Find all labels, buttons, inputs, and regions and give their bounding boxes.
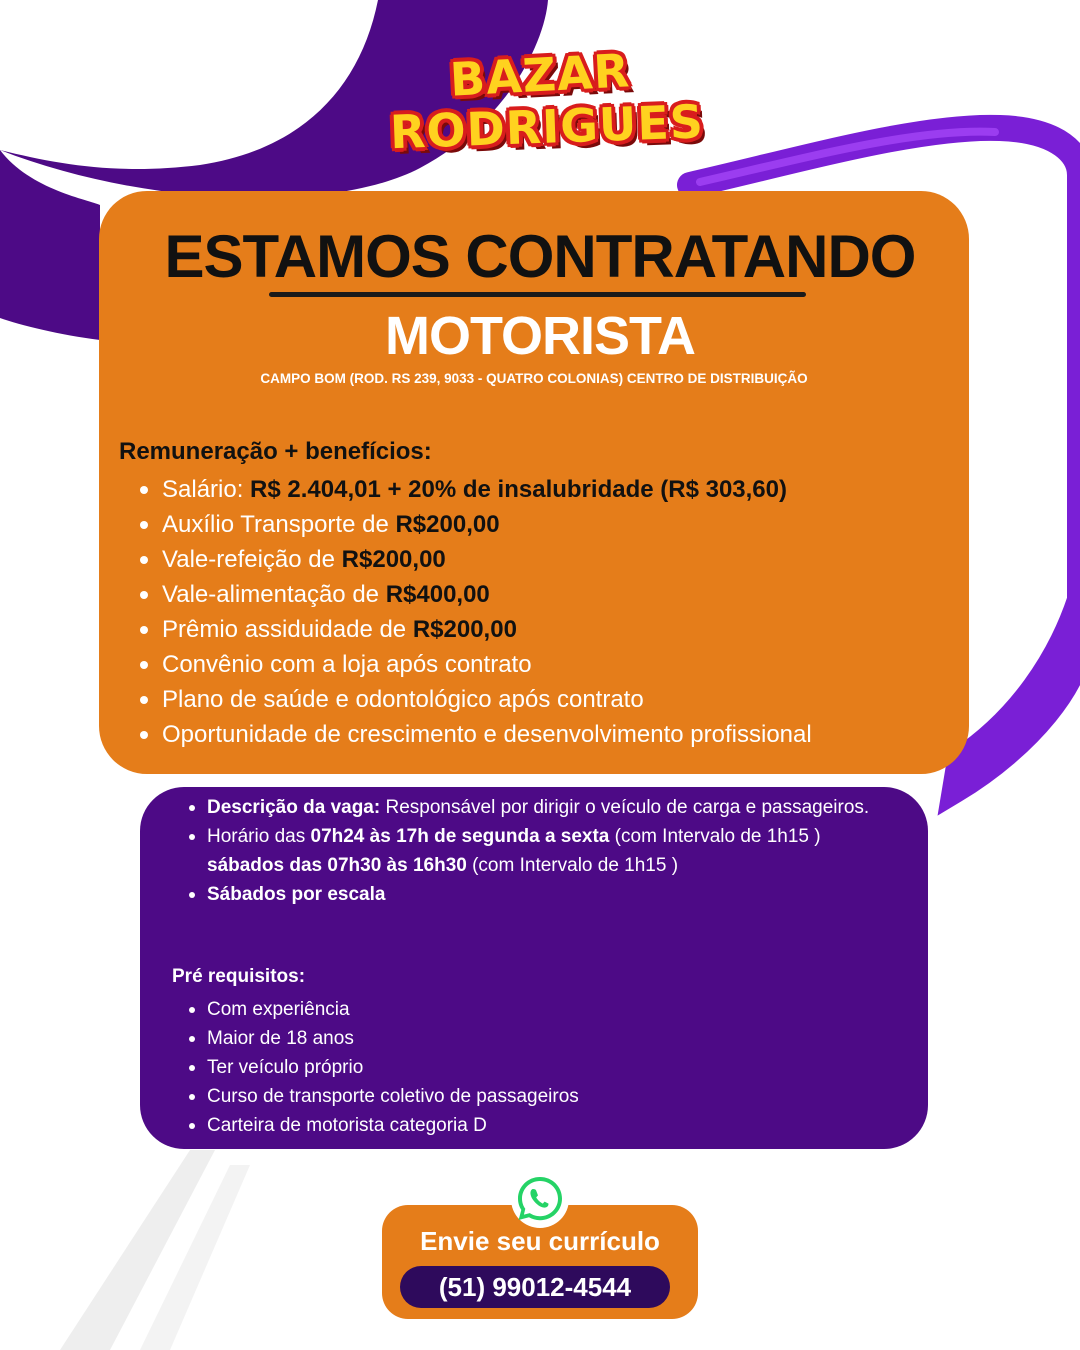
job-saturday-rotation: Sábados por escala <box>188 880 908 909</box>
job-details-list <box>188 793 908 909</box>
job-title: MOTORISTA <box>385 306 695 366</box>
whatsapp-icon[interactable] <box>510 1169 570 1229</box>
requirement-item: Maior de 18 anos <box>188 1024 888 1053</box>
job-schedule: Horário das 07h24 às 17h de segunda a sexta (com Intervalo de 1h15 ) sábados das 07h30 às 16h30 (com Intervalo de 1h15 ) <box>188 822 908 880</box>
benefit-item-growth: Oportunidade de crescimento e desenvolvimento profissional <box>138 717 812 752</box>
requirement-item: Curso de transporte coletivo de passageiros <box>188 1082 888 1111</box>
requirement-item: Carteira de motorista categoria D <box>188 1111 888 1140</box>
main-heading: ESTAMOS CONTRATANDO <box>164 223 916 290</box>
benefits-heading: Remuneração + benefícios: <box>119 438 432 465</box>
benefits-list <box>138 472 812 752</box>
benefit-item-attendance: Prêmio assiduidade de R$200,00 <box>138 612 812 647</box>
phone-number-button[interactable]: (51) 99012-4544 <box>400 1266 670 1308</box>
brand-logo <box>389 43 705 160</box>
benefit-item-salary: Salário: R$ 2.404,01 + 20% de insalubridade (R$ 303,60) <box>138 472 812 507</box>
requirement-item: Ter veículo próprio <box>188 1053 888 1082</box>
benefit-item-food: Vale-alimentação de R$400,00 <box>138 577 812 612</box>
heading-divider <box>269 292 806 297</box>
logo-line-1: BAZAR <box>448 43 632 107</box>
requirement-item: Com experiência <box>188 995 888 1024</box>
requirements-list <box>188 995 888 1140</box>
job-description: Descrição da vaga: Responsável por dirigir o veículo de carga e passageiros. <box>188 793 908 822</box>
benefit-item-transport: Auxílio Transporte de R$200,00 <box>138 507 812 542</box>
benefit-item-store-agreement: Convênio com a loja após contrato <box>138 647 812 682</box>
requirements-heading: Pré requisitos: <box>172 966 306 987</box>
cta-label: Envie seu currículo <box>420 1226 660 1256</box>
benefit-item-meal: Vale-refeição de R$200,00 <box>138 542 812 577</box>
logo-line-2: RODRIGUES <box>389 94 705 160</box>
benefit-item-health-plan: Plano de saúde e odontológico após contrato <box>138 682 812 717</box>
job-location: CAMPO BOM (ROD. RS 239, 9033 - QUATRO COLONIAS) CENTRO DE DISTRIBUIÇÃO <box>260 371 808 386</box>
